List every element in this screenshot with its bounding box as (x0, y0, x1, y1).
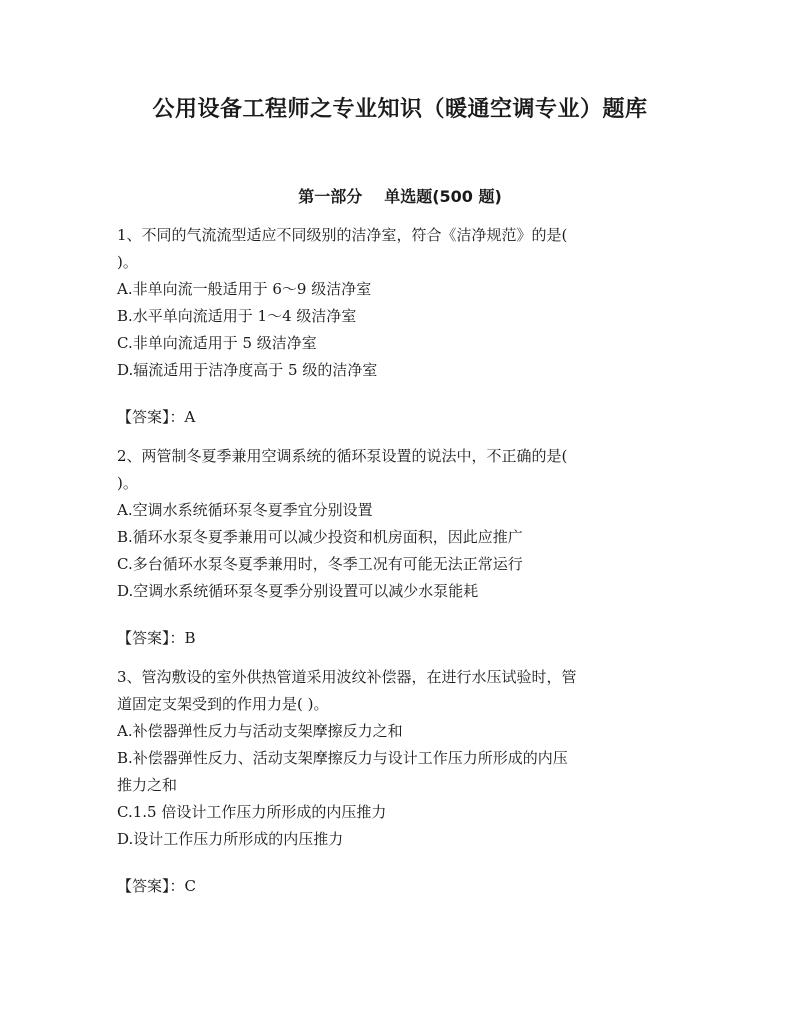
option-c: C.非单向流适用于 5 级洁净室 (117, 334, 317, 352)
option-d: D.空调水系统循环泵冬夏季分别设置可以减少水泵能耗 (117, 582, 479, 600)
option-b-line-1: B.补偿器弹性反力、活动支架摩擦反力与设计工作压力所形成的内压 (117, 749, 568, 767)
question-list (117, 222, 677, 900)
document-title: 公用设备工程师之专业知识（暖通空调专业）题库 (152, 97, 648, 122)
question-1 (117, 222, 677, 431)
option-a: A.空调水系统循环泵冬夏季宜分别设置 (117, 501, 373, 519)
option-b: B.水平单向流适用于 1～4 级洁净室 (117, 307, 357, 325)
question-stem-line-1: 1、不同的气流流型适应不同级别的洁净室，符合《洁净规范》的是( (117, 226, 568, 244)
question-stem-line-1: 3、管沟敷设的室外供热管道采用波纹补偿器，在进行水压试验时，管 (117, 668, 577, 686)
answer-value: C (184, 877, 196, 895)
question-stem (117, 443, 677, 497)
option-c: C.多台循环水泵冬夏季兼用时，冬季工况有可能无法正常运行 (117, 555, 523, 573)
answer-line (117, 625, 677, 652)
answer-label: 【答案】： (117, 877, 185, 895)
option-a: A.补偿器弹性反力与活动支架摩擦反力之和 (117, 722, 403, 740)
option-b (117, 745, 677, 799)
section-name: 单选题(500 题) (384, 187, 502, 206)
section-title (0, 184, 800, 207)
option-b-line-2: 推力之和 (117, 776, 178, 794)
answer-value: B (184, 629, 196, 647)
option-b: B.循环水泵冬夏季兼用可以减少投资和机房面积，因此应推广 (117, 528, 523, 546)
question-2 (117, 443, 677, 652)
question-stem-line-2: 道固定支架受到的作用力是( )。 (117, 695, 329, 713)
answer-line (117, 873, 677, 900)
option-c: C.1.5 倍设计工作压力所形成的内压推力 (117, 803, 387, 821)
question-stem-line-1: 2、两管制冬夏季兼用空调系统的循环泵设置的说法中，不正确的是( (117, 447, 568, 465)
question-stem (117, 664, 677, 718)
answer-label: 【答案】： (117, 629, 185, 647)
option-d: D.辐流适用于洁净度高于 5 级的洁净室 (117, 361, 378, 379)
question-stem-line-2: )。 (117, 253, 138, 271)
question-stem (117, 222, 677, 276)
option-d: D.设计工作压力所形成的内压推力 (117, 830, 344, 848)
answer-line (117, 404, 677, 431)
answer-value: A (184, 408, 196, 426)
question-3 (117, 664, 677, 900)
question-stem-line-2: )。 (117, 474, 138, 492)
section-part: 第一部分 (298, 187, 363, 206)
answer-label: 【答案】： (117, 408, 185, 426)
option-a: A.非单向流一般适用于 6～9 级洁净室 (117, 280, 372, 298)
